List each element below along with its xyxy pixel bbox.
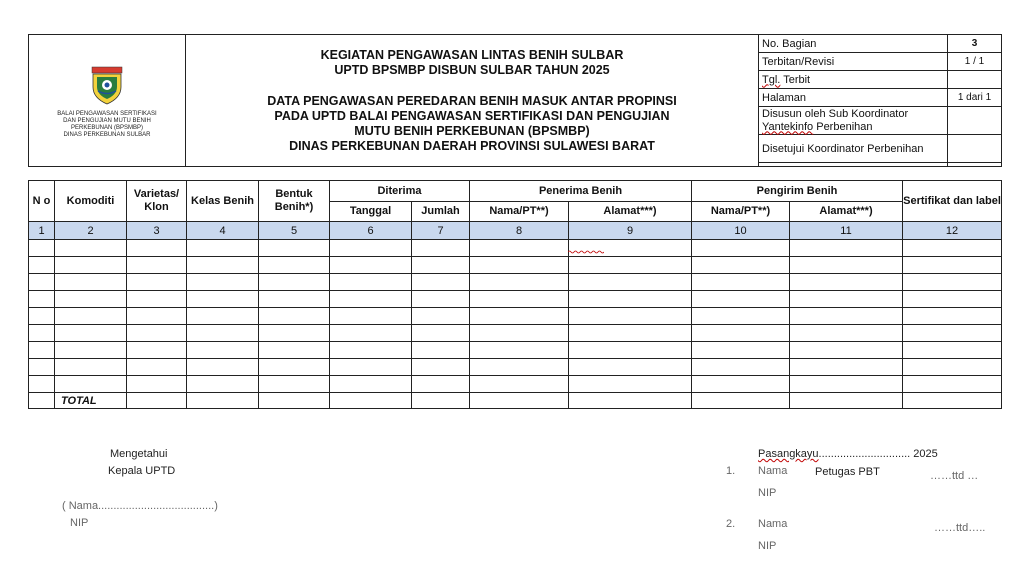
table-cell <box>470 359 569 376</box>
table-cell <box>29 325 55 342</box>
table-cell <box>790 257 903 274</box>
table-cell <box>903 342 1002 359</box>
table-cell <box>259 274 330 291</box>
table-cell <box>330 308 412 325</box>
document-header <box>28 34 1002 167</box>
table-cell <box>692 274 790 291</box>
table-cell <box>259 325 330 342</box>
table-cell <box>470 342 569 359</box>
column-number: 7 <box>412 222 470 240</box>
table-cell <box>903 291 1002 308</box>
table-cell <box>569 342 692 359</box>
data-table <box>28 180 1002 409</box>
disusun-line: Disusun oleh Sub Koordinator <box>762 107 909 120</box>
disusun-line-2 <box>762 121 947 134</box>
table-cell <box>692 257 790 274</box>
kepala-uptd-label: Kepala UPTD <box>108 465 176 477</box>
column-number: 5 <box>259 222 330 240</box>
table-row <box>29 342 1002 359</box>
subtitle-line: DINAS PERKEBUNAN DAERAH PROVINSI SULAWESI BARAT <box>289 138 655 153</box>
table-cell <box>569 291 692 308</box>
column-number: 1 <box>29 222 55 240</box>
org-line: PERKEBUNAN (BPSMBP) <box>70 124 143 131</box>
officer-1-nip: NIP <box>758 487 777 499</box>
meta-disetujui-value <box>948 135 1002 163</box>
empty-rows <box>29 240 1002 393</box>
table-cell <box>55 342 127 359</box>
table-cell <box>259 308 330 325</box>
table-cell <box>127 291 187 308</box>
table-cell <box>259 291 330 308</box>
col-header-no: N o <box>29 181 55 222</box>
table-cell <box>127 325 187 342</box>
meta-tgl-terbit-value <box>948 71 1002 89</box>
table-cell <box>187 342 259 359</box>
col-header-jumlah: Jumlah <box>412 202 470 222</box>
table-cell <box>470 257 569 274</box>
col-header-sertifikat: Sertifikat dan label <box>903 181 1002 222</box>
meta-tgl-terbit-label <box>759 71 948 89</box>
table-cell <box>55 308 127 325</box>
table-cell <box>692 376 790 393</box>
table-row <box>29 291 1002 308</box>
table-cell <box>903 325 1002 342</box>
col-header-varietas: Varietas/ Klon <box>127 181 187 222</box>
column-number: 2 <box>55 222 127 240</box>
table-cell <box>692 240 790 257</box>
table-cell <box>127 342 187 359</box>
table-cell <box>127 359 187 376</box>
table-cell <box>187 257 259 274</box>
table-cell <box>55 257 127 274</box>
column-number-row <box>29 222 1002 240</box>
col-header-pengirim: Pengirim Benih <box>692 181 903 202</box>
table-cell <box>330 291 412 308</box>
table-cell <box>692 342 790 359</box>
table-cell <box>470 291 569 308</box>
meta-disetujui: Disetujui Koordinator Perbenihan <box>759 135 948 163</box>
total-cell <box>259 393 330 409</box>
meta-halaman-value: 1 dari 1 <box>948 89 1002 107</box>
col-header-komoditi: Komoditi <box>55 181 127 222</box>
officer-2-nama: Nama <box>758 518 788 530</box>
col-header-tanggal: Tanggal <box>330 202 412 222</box>
org-line: BALAI PENGAWASAN SERTIFIKASI <box>57 110 157 117</box>
table-cell <box>412 240 470 257</box>
col-header-pengirim-nama: Nama/PT**) <box>692 202 790 222</box>
table-cell <box>29 274 55 291</box>
table-cell <box>790 376 903 393</box>
table-cell <box>412 291 470 308</box>
total-cell <box>692 393 790 409</box>
place-name: Pasangkayu <box>758 448 819 460</box>
table-cell <box>55 274 127 291</box>
sulbar-emblem-icon <box>87 65 127 105</box>
meta-halaman-label: Halaman <box>759 89 948 107</box>
table-cell <box>127 240 187 257</box>
table-row <box>29 308 1002 325</box>
column-number: 11 <box>790 222 903 240</box>
table-cell <box>569 274 692 291</box>
total-row <box>29 393 1002 409</box>
table-cell <box>330 376 412 393</box>
table-cell <box>187 325 259 342</box>
total-cell <box>790 393 903 409</box>
subtitle-line: MUTU BENIH PERKEBUNAN (BPSMBP) <box>354 123 590 138</box>
total-cell <box>569 393 692 409</box>
nama-signature-placeholder: ( Nama......................................) <box>62 500 218 512</box>
officer-1-nama: Nama <box>758 465 788 477</box>
table-cell <box>187 376 259 393</box>
table-cell <box>903 376 1002 393</box>
date-dots: .............................. <box>818 448 911 460</box>
table-cell <box>412 274 470 291</box>
org-line: DINAS PERKEBUNAN SULBAR <box>63 131 151 138</box>
table-cell <box>55 291 127 308</box>
column-number: 3 <box>127 222 187 240</box>
table-cell <box>470 240 569 257</box>
table-cell <box>569 257 692 274</box>
col-header-penerima-alamat: Alamat***) <box>569 202 692 222</box>
column-number: 6 <box>330 222 412 240</box>
table-cell <box>790 291 903 308</box>
total-cell <box>903 393 1002 409</box>
officer-1-role: Petugas PBT <box>815 466 880 478</box>
table-cell <box>127 308 187 325</box>
table-cell <box>692 325 790 342</box>
total-label: TOTAL <box>55 393 127 409</box>
table-cell <box>187 291 259 308</box>
officer-1-number: 1. <box>726 465 736 477</box>
table-cell <box>55 376 127 393</box>
officer-1-ttd: ……ttd … <box>930 470 979 482</box>
table-cell <box>330 274 412 291</box>
meta-terbitan-value: 1 / 1 <box>948 53 1002 71</box>
table-cell <box>259 376 330 393</box>
table-cell <box>569 359 692 376</box>
column-number: 12 <box>903 222 1002 240</box>
terbit-text: Terbit <box>780 73 811 86</box>
table-row <box>29 376 1002 393</box>
meta-spacer <box>948 163 1002 167</box>
total-cell <box>412 393 470 409</box>
table-cell <box>412 359 470 376</box>
table-cell <box>470 308 569 325</box>
column-number: 8 <box>470 222 569 240</box>
table-cell <box>29 342 55 359</box>
col-header-kelas: Kelas Benih <box>187 181 259 222</box>
place-date-line <box>758 448 938 460</box>
table-cell <box>127 376 187 393</box>
column-number: 9 <box>569 222 692 240</box>
table-row <box>29 240 1002 257</box>
nip-left-label: NIP <box>70 517 89 529</box>
yantekinfo-text: Yantekinfo <box>762 120 814 133</box>
table-row <box>29 325 1002 342</box>
table-cell <box>412 342 470 359</box>
year: 2025 <box>913 448 938 460</box>
table-cell <box>692 308 790 325</box>
perbenihan-text: Perbenihan <box>813 120 873 133</box>
table-cell <box>790 274 903 291</box>
table-cell <box>903 274 1002 291</box>
table-cell <box>790 359 903 376</box>
total-cell <box>187 393 259 409</box>
table-cell <box>569 308 692 325</box>
table-cell <box>903 240 1002 257</box>
table-row <box>29 359 1002 376</box>
column-number: 4 <box>187 222 259 240</box>
table-cell <box>903 308 1002 325</box>
table-cell <box>259 342 330 359</box>
table-cell <box>569 325 692 342</box>
table-cell <box>692 359 790 376</box>
meta-disusun-value <box>948 107 1002 135</box>
table-cell <box>330 359 412 376</box>
meta-no-bagian-value: 3 <box>948 35 1002 53</box>
table-cell <box>412 257 470 274</box>
col-header-penerima-nama: Nama/PT**) <box>470 202 569 222</box>
org-line: DAN PENGUJIAN MUTU BENIH <box>63 117 151 124</box>
total-cell <box>470 393 569 409</box>
meta-no-bagian-label: No. Bagian <box>759 35 948 53</box>
meta-spacer <box>759 163 948 167</box>
table-cell <box>412 325 470 342</box>
meta-terbitan-label: Terbitan/Revisi <box>759 53 948 71</box>
document-title-block <box>186 35 759 167</box>
table-cell <box>412 308 470 325</box>
table-cell <box>692 291 790 308</box>
table-cell <box>790 240 903 257</box>
table-cell <box>790 342 903 359</box>
table-cell <box>29 240 55 257</box>
officer-2-nip: NIP <box>758 540 777 552</box>
table-cell <box>29 308 55 325</box>
col-header-bentuk: Bentuk Benih*) <box>259 181 330 222</box>
officer-2-number: 2. <box>726 518 736 530</box>
total-cell <box>330 393 412 409</box>
table-cell <box>55 240 127 257</box>
table-cell <box>187 240 259 257</box>
total-cell-no <box>29 393 55 409</box>
table-cell <box>903 359 1002 376</box>
table-cell <box>569 376 692 393</box>
table-cell <box>55 359 127 376</box>
table-cell <box>470 376 569 393</box>
table-row <box>29 257 1002 274</box>
spellcheck-squiggle <box>568 250 604 254</box>
subtitle-line: DATA PENGAWASAN PEREDARAN BENIH MASUK ANTAR PROPINSI <box>267 93 677 108</box>
mengetahui-label: Mengetahui <box>110 448 168 460</box>
table-cell <box>127 274 187 291</box>
subtitle-line: PADA UPTD BALAI PENGAWASAN SERTIFIKASI DAN PENGUJIAN <box>274 108 670 123</box>
total-cell <box>127 393 187 409</box>
table-cell <box>903 257 1002 274</box>
org-block <box>29 35 186 167</box>
table-cell <box>29 359 55 376</box>
meta-disusun <box>759 107 948 135</box>
table-cell <box>187 359 259 376</box>
table-cell <box>55 325 127 342</box>
table-cell <box>330 257 412 274</box>
col-header-pengirim-alamat: Alamat***) <box>790 202 903 222</box>
col-header-diterima: Diterima <box>330 181 470 202</box>
table-cell <box>412 376 470 393</box>
table-cell <box>187 308 259 325</box>
table-cell <box>29 291 55 308</box>
table-cell <box>29 376 55 393</box>
table-cell <box>29 257 55 274</box>
table-cell <box>790 325 903 342</box>
table-cell <box>259 240 330 257</box>
table-cell <box>187 274 259 291</box>
table-cell <box>330 325 412 342</box>
title-line: KEGIATAN PENGAWASAN LINTAS BENIH SULBAR <box>320 47 624 62</box>
table-cell <box>330 240 412 257</box>
table-cell <box>790 308 903 325</box>
table-cell <box>470 325 569 342</box>
table-cell <box>330 342 412 359</box>
column-number: 10 <box>692 222 790 240</box>
tgl-text: Tgl. <box>762 73 781 86</box>
title-line: UPTD BPSMBP DISBUN SULBAR TAHUN 2025 <box>334 62 610 77</box>
col-header-penerima: Penerima Benih <box>470 181 692 202</box>
table-cell <box>470 274 569 291</box>
table-cell <box>259 257 330 274</box>
table-cell <box>127 257 187 274</box>
officer-2-ttd: ……ttd….. <box>934 522 986 534</box>
table-cell <box>259 359 330 376</box>
table-row <box>29 274 1002 291</box>
